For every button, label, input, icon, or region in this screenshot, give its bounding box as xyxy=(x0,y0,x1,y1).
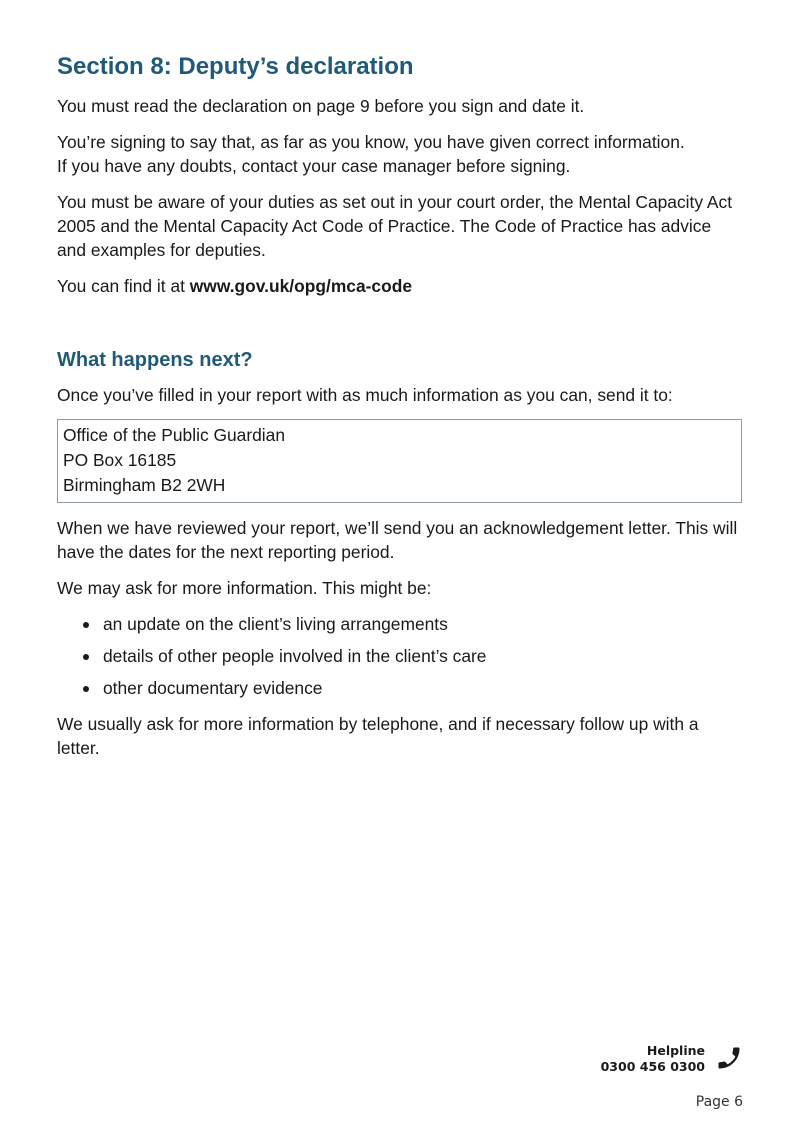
more-info-list xyxy=(57,612,743,700)
mca-code-link[interactable]: www.gov.uk/opg/mca-code xyxy=(189,276,413,296)
bullet-icon xyxy=(83,686,89,692)
declaration-instruction: You must read the declaration on page 9 before you sign and date it. xyxy=(57,96,585,116)
signing-explanation-line-1: You’re signing to say that, as far as you know, you have given correct information. xyxy=(57,132,685,152)
list-item-text: an update on the client’s living arrangements xyxy=(103,614,448,634)
signing-explanation-line-2: If you have any doubts, contact your case manager before signing. xyxy=(57,156,571,176)
send-instruction: Once you’ve filled in your report with as much information as you can, send it to: xyxy=(57,385,673,405)
postal-address-box xyxy=(57,419,742,503)
address-line-organisation: Office of the Public Guardian xyxy=(63,425,286,445)
page-content xyxy=(57,52,743,772)
page-number: Page 6 xyxy=(695,1094,743,1110)
helpline-block xyxy=(601,1043,705,1075)
what-happens-next-heading: What happens next? xyxy=(57,349,253,371)
list-item-text: other documentary evidence xyxy=(103,678,323,698)
helpline-label: Helpline xyxy=(646,1043,705,1058)
telephone-followup-paragraph: We usually ask for more information by telephone, and if necessary follow up with a letter. xyxy=(57,714,699,758)
signing-explanation xyxy=(57,130,743,178)
section-8-heading: Section 8: Deputy’s declaration xyxy=(57,53,414,80)
code-location-prefix: You can find it at xyxy=(57,276,190,296)
list-item xyxy=(57,644,743,668)
address-line-city-postcode: Birmingham B2 2WH xyxy=(63,475,226,495)
phone-icon xyxy=(715,1043,743,1073)
address-line-po-box: PO Box 16185 xyxy=(63,450,177,470)
duties-paragraph: You must be aware of your duties as set out in your court order, the Mental Capacity Act 2005 and the Mental Capacity Act Code of Practice. The Code of Practice has advice and examples for deputies. xyxy=(57,192,733,260)
list-item xyxy=(57,612,743,636)
helpline-number: 0300 456 0300 xyxy=(600,1059,705,1074)
list-item xyxy=(57,676,743,700)
code-location-paragraph xyxy=(57,274,743,298)
list-item-text: details of other people involved in the client’s care xyxy=(103,646,487,666)
more-info-intro: We may ask for more information. This might be: xyxy=(57,578,432,598)
bullet-icon xyxy=(83,622,89,628)
review-paragraph: When we have reviewed your report, we’ll send you an acknowledgement letter. This will have the dates for the next reporting period. xyxy=(57,518,738,562)
bullet-icon xyxy=(83,654,89,660)
